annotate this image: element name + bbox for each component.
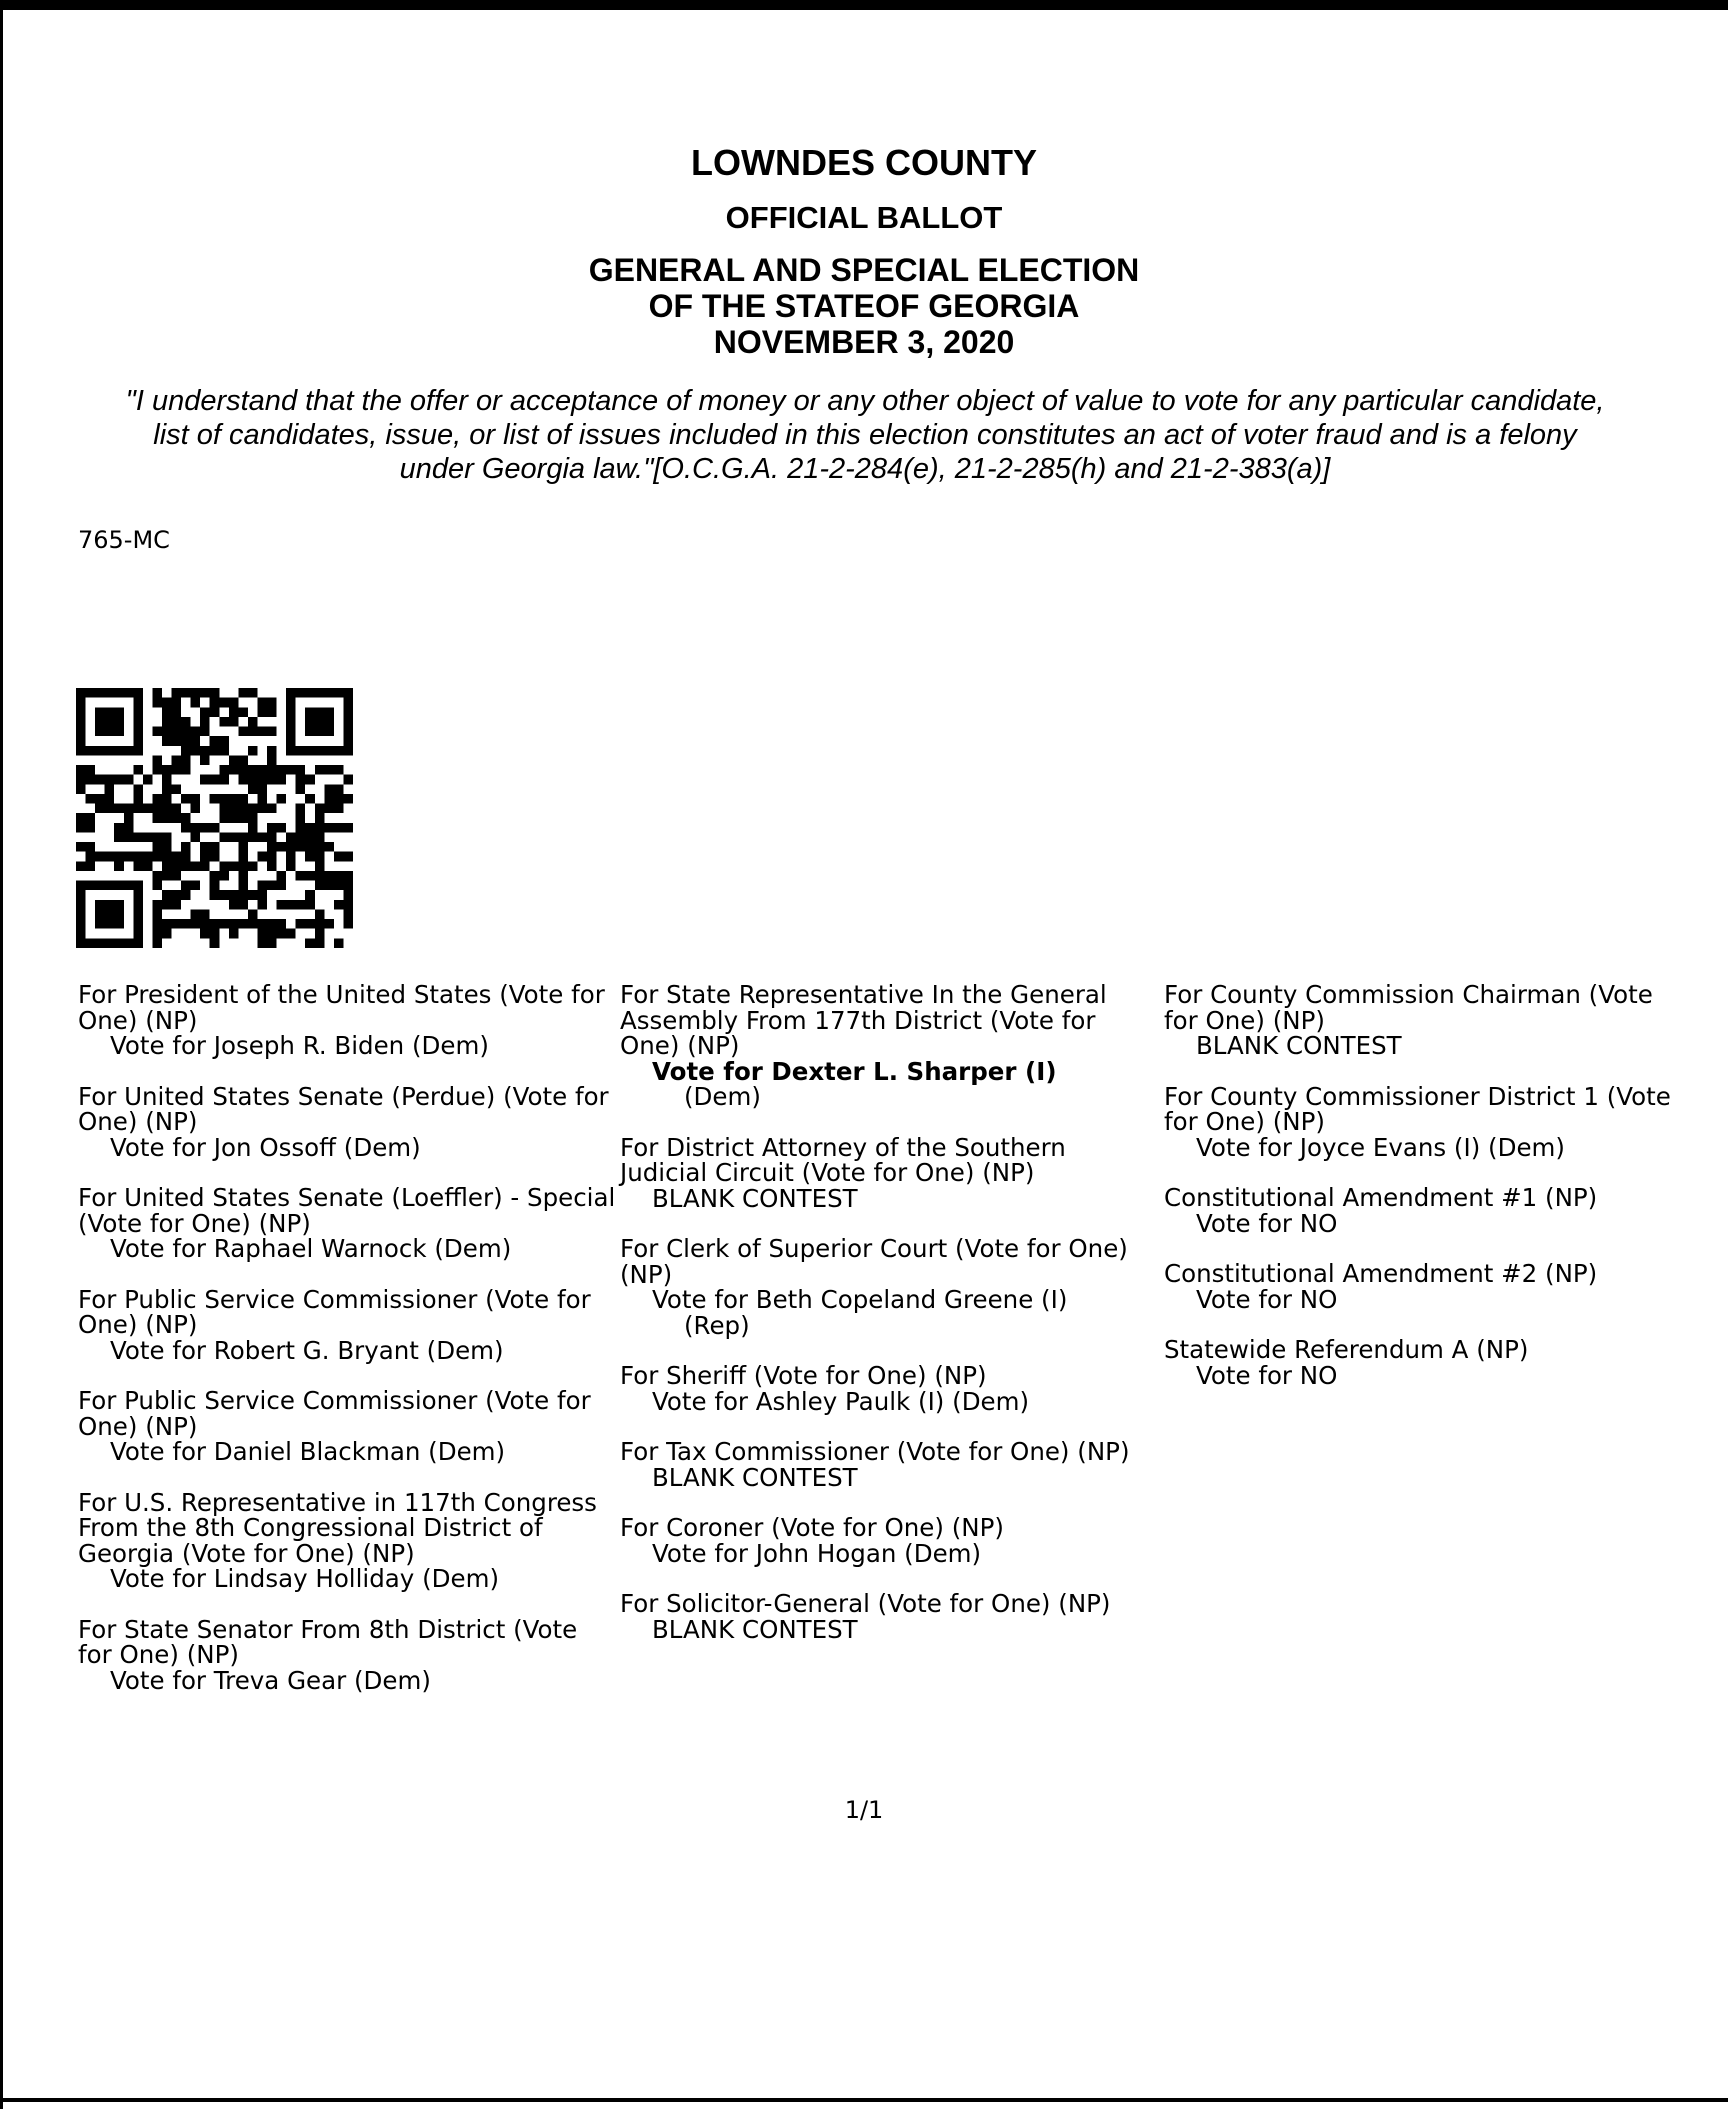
contest-choice: Vote for NO [1196, 1284, 1338, 1314]
election-title [0, 252, 1728, 360]
contest-choice: Vote for Dexter L. Sharper (I) [652, 1056, 1057, 1086]
contest-choice: BLANK CONTEST [1196, 1031, 1402, 1060]
contest-title: For County Commission Chairman (Vote for One) (NP) [1164, 980, 1653, 1035]
contest-choice: Vote for Lindsay Holliday (Dem) [110, 1564, 499, 1593]
ballot-column-2 [620, 982, 1160, 1667]
contest [78, 982, 618, 1059]
contest [1164, 982, 1684, 1059]
election-date: NOVEMBER 3, 2020 [713, 324, 1015, 360]
contest [1164, 1185, 1684, 1236]
statement-line-1: "I understand that the offer or acceptance of money or any other object of value to vote for any particular candidate, [125, 385, 1605, 417]
contest-title: For Sheriff (Vote for One) (NP) [620, 1361, 987, 1390]
contest-title: For United States Senate (Perdue) (Vote for One) (NP) [78, 1081, 609, 1136]
contest-choice: Vote for John Hogan (Dem) [652, 1538, 982, 1568]
contest [1164, 1081, 1684, 1162]
contest [620, 1236, 1160, 1338]
contest-choice: Vote for Beth Copeland Greene (I) [652, 1285, 1068, 1314]
contest-title: Constitutional Amendment #2 (NP) [1164, 1259, 1598, 1288]
ballot-column-3 [1164, 982, 1684, 1413]
contest-choice: Vote for Daniel Blackman (Dem) [110, 1437, 506, 1466]
contest-title: For State Representative In the General Assembly From 177th District (Vote for One) (NP) [620, 980, 1107, 1060]
contest-choice-party: (Rep) [684, 1310, 750, 1340]
contest [620, 1363, 1160, 1414]
contest [1164, 1261, 1684, 1312]
contest-title: For Tax Commissioner (Vote for One) (NP) [620, 1437, 1130, 1466]
contest [78, 1614, 618, 1695]
contest-choice: Vote for Jon Ossoff (Dem) [110, 1132, 421, 1162]
contest [78, 1081, 618, 1162]
contest-choice: Vote for Raphael Warnock (Dem) [110, 1234, 512, 1263]
contest [620, 1132, 1160, 1213]
contest-title: For State Senator From 8th District (Vote for One) (NP) [78, 1614, 578, 1669]
page-number: 1/1 [844, 1796, 884, 1824]
contest-choice: Vote for Treva Gear (Dem) [110, 1665, 431, 1695]
contest [78, 1284, 618, 1365]
contest-title: For Public Service Commissioner (Vote for One) (NP) [78, 1284, 591, 1339]
contest-choice: BLANK CONTEST [652, 1183, 858, 1213]
contest-title: For U.S. Representative in 117th Congress From the 8th Congressional District of Georgia (Vote for One) (NP) [78, 1487, 597, 1568]
contest [1164, 1337, 1684, 1388]
ballot-column-1 [78, 982, 618, 1718]
contest [620, 1515, 1160, 1566]
ballot-type-title: OFFICIAL BALLOT [725, 200, 1003, 235]
contest-choice: Vote for Robert G. Bryant (Dem) [110, 1335, 504, 1365]
contest-title: For Coroner (Vote for One) (NP) [620, 1513, 1004, 1542]
contest-choice: BLANK CONTEST [652, 1462, 858, 1492]
contest-title: For President of the United States (Vote for One) (NP) [78, 980, 605, 1035]
voter-fraud-statement [70, 384, 1660, 486]
contest-choice: Vote for Ashley Paulk (I) (Dem) [652, 1386, 1030, 1416]
contest-choice: Vote for Joseph R. Biden (Dem) [110, 1031, 489, 1060]
scan-bottom-border [0, 2098, 1728, 2102]
ballot-id: 765-MC [78, 526, 170, 554]
contest-choice: BLANK CONTEST [652, 1614, 858, 1644]
contest-title: For United States Senate (Loeffler) - Special (Vote for One) (NP) [78, 1183, 616, 1238]
contest-title: Constitutional Amendment #1 (NP) [1164, 1183, 1598, 1212]
contest [620, 1439, 1160, 1490]
contest-choice-party: (Dem) [684, 1082, 761, 1111]
election-title-line-2: OF THE STATEOF GEORGIA [648, 288, 1080, 324]
scan-top-border [0, 0, 1728, 10]
contest-title: For Solicitor-General (Vote for One) (NP) [620, 1589, 1111, 1618]
contest [78, 1487, 618, 1593]
qr-code-icon [76, 688, 353, 948]
contest-title: Statewide Referendum A (NP) [1164, 1335, 1529, 1364]
contest-choice: Vote for Joyce Evans (I) (Dem) [1196, 1132, 1565, 1162]
contest-title: For Clerk of Superior Court (Vote for One) (NP) [620, 1234, 1128, 1289]
contest-title: For District Attorney of the Southern Judicial Circuit (Vote for One) (NP) [620, 1132, 1066, 1187]
contest-choice: Vote for NO [1196, 1360, 1338, 1390]
election-title-line-1: GENERAL AND SPECIAL ELECTION [588, 252, 1140, 288]
statement-line-3: under Georgia law."[O.C.G.A. 21-2-284(e), 21-2-285(h) and 21-2-383(a)] [399, 453, 1331, 485]
contest [78, 1185, 618, 1262]
contest-choice: Vote for NO [1196, 1208, 1338, 1238]
statement-line-2: list of candidates, issue, or list of issues included in this election constitutes an act of voter fraud and is a felony [153, 419, 1577, 451]
contest [620, 1591, 1160, 1642]
county-title: LOWNDES COUNTY [691, 142, 1037, 183]
contest-title: For Public Service Commissioner (Vote for One) (NP) [78, 1386, 591, 1441]
contest-title: For County Commissioner District 1 (Vote for One) (NP) [1164, 1081, 1671, 1136]
contest [78, 1388, 618, 1465]
contest [620, 982, 1160, 1110]
